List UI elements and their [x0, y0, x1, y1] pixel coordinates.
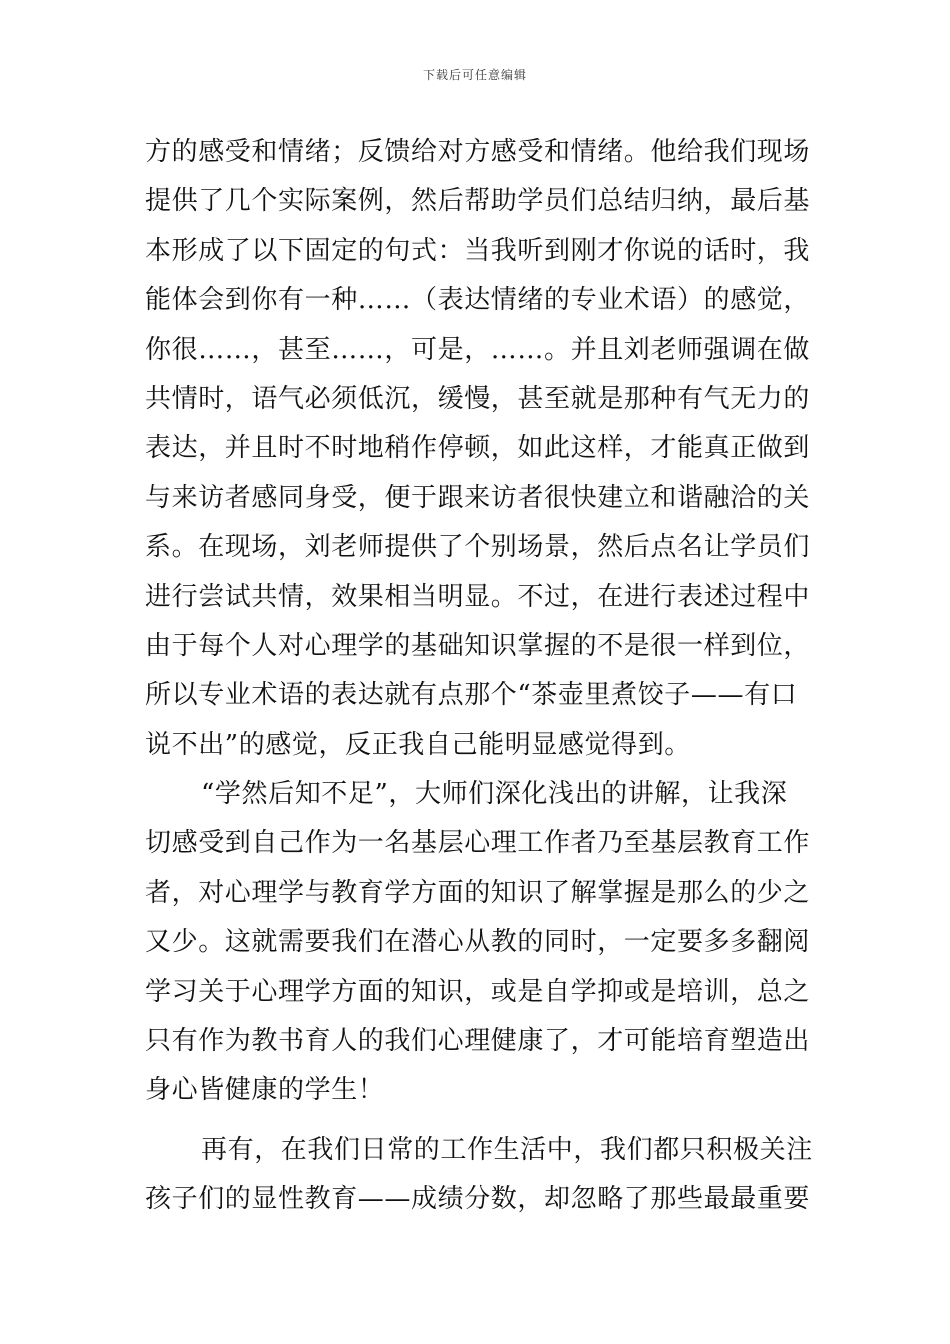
- text-line: 所以专业术语的表达就有点那个“茶壶里煮饺子——有口: [145, 680, 798, 711]
- text-line: 者，对心理学与教育学方面的知识了解掌握是那么的少之: [145, 877, 811, 908]
- text-line: 方的感受和情绪；反馈给对方感受和情绪。他给我们现场: [145, 137, 811, 167]
- text-line: 进行尝试共情，效果相当明显。不过，在进行表述过程中: [145, 581, 811, 612]
- text-line: 切感受到自己作为一名基层心理工作者乃至基层教育工作: [145, 828, 811, 859]
- text-line: 系。在现场，刘老师提供了个别场景，然后点名让学员们: [145, 532, 811, 563]
- text-line: 由于每个人对心理学的基础知识掌握的不是很一样到位，: [145, 630, 811, 661]
- text-line: 又少。这就需要我们在潜心从教的同时，一定要多多翻阅: [145, 927, 811, 958]
- paragraph-gap: [145, 1116, 807, 1126]
- text-line: 提供了几个实际案例，然后帮助学员们总结归纳，最后基: [145, 186, 811, 217]
- text-line: 与来访者感同身受，便于跟来访者很快建立和谐融洽的关: [145, 482, 811, 513]
- text-line: 学习关于心理学方面的知识，或是自学抑或是培训，总之: [145, 976, 811, 1007]
- text-line: 表达，并且时不时地稍作停顿，如此这样，才能真正做到: [145, 433, 811, 464]
- text-line: 说不出”的感觉，反正我自己能明显感觉得到。: [145, 729, 691, 760]
- page-header: 下载后可任意编辑: [422, 68, 527, 82]
- document-body: [145, 128, 813, 1225]
- text-line: 孩子们的显性教育——成绩分数，却忽略了那些最最重要: [145, 1184, 811, 1215]
- text-line: 本形成了以下固定的句式：当我听到刚才你说的话时，我: [145, 235, 811, 266]
- text-line: 身心皆健康的学生！: [145, 1075, 385, 1106]
- text-line: 只有作为教书育人的我们心理健康了，才可能培育塑造出: [145, 1026, 811, 1057]
- text-line: 共情时，语气必须低沉，缓慢，甚至就是那种有气无力的: [145, 383, 811, 414]
- paragraph-start-line: “学然后知不足”，大师们深化浅出的讲解，让我深: [201, 779, 788, 810]
- text-line: 能体会到你有一种……（表达情绪的专业术语）的感觉，: [145, 285, 811, 316]
- paragraph-start-line: 再有，在我们日常的工作生活中，我们都只积极关注: [201, 1134, 813, 1165]
- text-line: 你很……，甚至……，可是，……。并且刘老师强调在做: [145, 334, 811, 365]
